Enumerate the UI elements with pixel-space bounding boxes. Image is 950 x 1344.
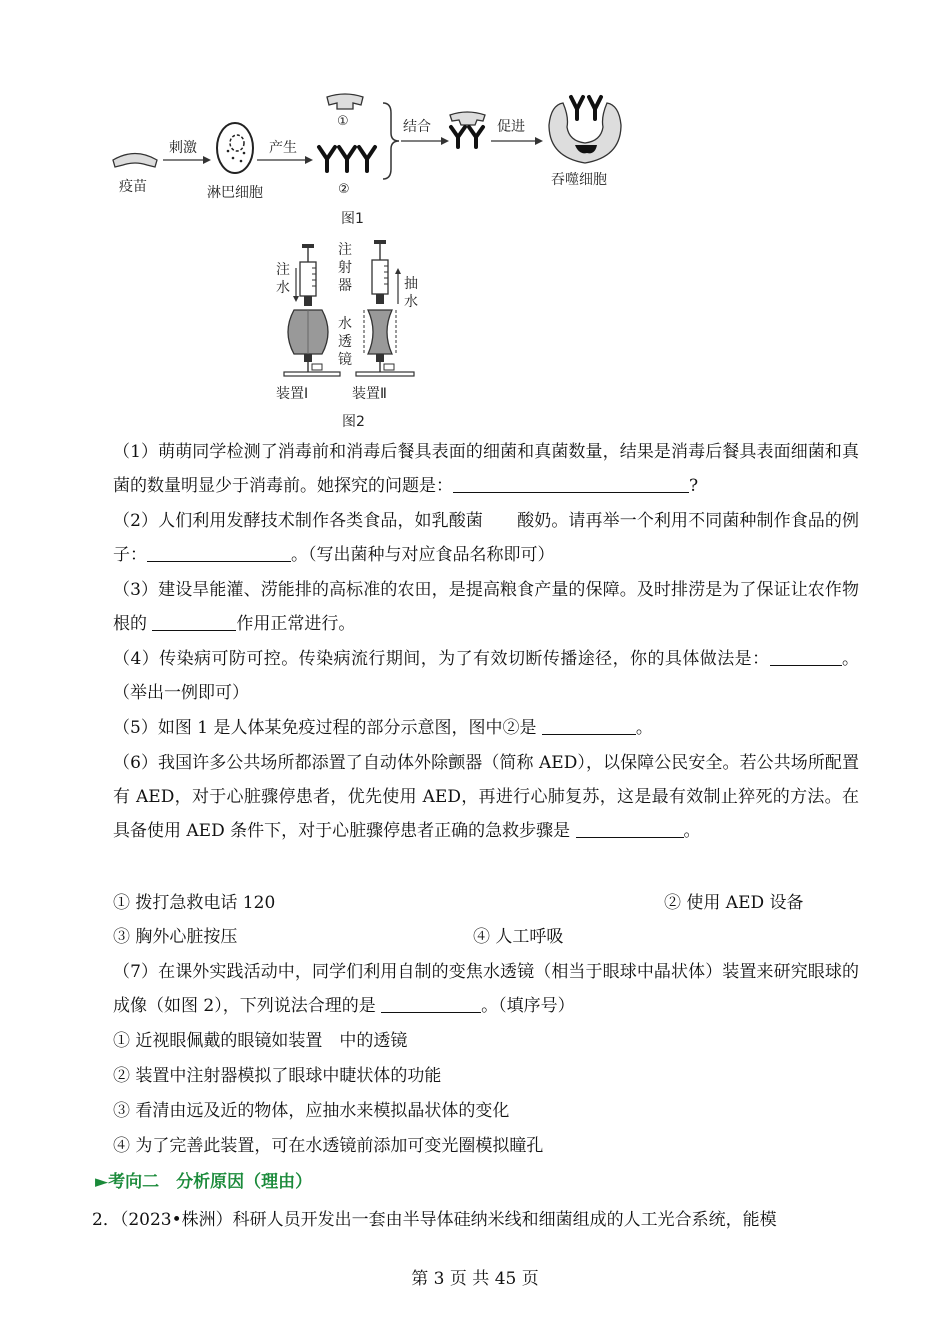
lymphocyte-label: 淋巴细胞 bbox=[207, 185, 263, 201]
question-5: （5）如图 1 是人体某免疫过程的部分示意图，图中②是 。 bbox=[113, 718, 653, 738]
device-1-lens bbox=[284, 310, 340, 376]
brace bbox=[383, 103, 399, 179]
phagocyte-label: 吞噬细胞 bbox=[551, 172, 607, 188]
device-1-label: 装置Ⅰ bbox=[276, 386, 309, 402]
section-title: 考向二 分析原因（理由） bbox=[108, 1172, 313, 1192]
answer-blank-6[interactable] bbox=[576, 819, 684, 838]
q6-option-3: ③ 胸外心脏按压 bbox=[113, 927, 238, 947]
figure-1-immune-diagram bbox=[105, 85, 655, 225]
next-question: 2．（2023•株洲）科研人员开发出一套由半导体硅纳米线和细菌组成的人工光合系统，能模 bbox=[92, 1210, 777, 1230]
antigen-antibody-complex bbox=[450, 112, 485, 147]
question-4: （4）传染病可防可控。传染病流行期间，为了有效切断传播途径，你的具体做法是： 。（举出一例即可） bbox=[113, 649, 859, 703]
water-lens-label-1: 水 bbox=[338, 316, 352, 332]
figure-2-water-lens-device bbox=[268, 238, 428, 434]
answer-blank-3[interactable] bbox=[152, 612, 236, 631]
q7-option-1: ① 近视眼佩戴的眼镜如装置 中的透镜 bbox=[113, 1031, 408, 1051]
vaccine-icon bbox=[113, 154, 157, 168]
antigen-icon bbox=[327, 94, 363, 109]
q6-option-1: ① 拨打急救电话 120 bbox=[113, 893, 276, 913]
answer-blank-2[interactable] bbox=[147, 543, 291, 562]
answer-blank-7[interactable] bbox=[381, 994, 481, 1013]
section-heading bbox=[95, 1168, 312, 1196]
answer-blank-4[interactable] bbox=[770, 647, 842, 666]
produce-label: 产生 bbox=[269, 140, 297, 156]
lymphocyte-cell bbox=[217, 123, 253, 173]
marker-2: ② bbox=[338, 182, 350, 197]
phagocyte-cell bbox=[549, 97, 621, 163]
water-lens-label-3: 镜 bbox=[338, 352, 352, 368]
answer-blank-1[interactable] bbox=[453, 474, 689, 493]
question-7: （7）在课外实践活动中，同学们利用自制的变焦水透镜（相当于眼球中晶状体）装置来研究眼球的成像（如图 2），下列说法合理的是 。（填序号） bbox=[113, 962, 859, 1016]
question-6: （6）我国许多公共场所都添置了自动体外除颤器（简称 AED），以保障公民安全。若公共场所配置有 AED，对于心脏骤停患者，优先使用 AED，再进行心肺复苏，这是最有效制止猝死的方法。在具备使用 AED 条件下，对于心脏骤停患者正确的急救步骤是 。 bbox=[113, 753, 859, 841]
water-lens-label-2: 透 bbox=[338, 334, 352, 350]
question-1: （1）萌萌同学检测了消毒前和消毒后餐具表面的细菌和真菌数量，结果是消毒后餐具表面细菌和真菌的数量明显少于消毒前。她探究的问题是： ? bbox=[113, 442, 859, 496]
inject-water-label-2: 水 bbox=[276, 280, 290, 296]
figure-2-caption: 图2 bbox=[342, 414, 365, 430]
vaccine-label: 疫苗 bbox=[119, 179, 147, 195]
draw-water-label-1: 抽 bbox=[404, 276, 418, 292]
promote-label: 促进 bbox=[497, 119, 525, 135]
section-arrow-icon: ► bbox=[95, 1172, 109, 1192]
answer-blank-5[interactable] bbox=[542, 716, 636, 735]
q6-option-4: ④ 人工呼吸 bbox=[473, 927, 564, 947]
figure-1-caption: 图1 bbox=[341, 211, 364, 225]
device-2-lens bbox=[356, 310, 414, 376]
antibody-icons bbox=[319, 147, 375, 171]
inject-water-label-1: 注 bbox=[276, 262, 290, 278]
page-footer: 第 3 页 共 45 页 bbox=[411, 1269, 539, 1289]
device-2-syringe bbox=[372, 240, 388, 304]
draw-water-label-2: 水 bbox=[404, 294, 418, 310]
device-1-syringe bbox=[300, 244, 316, 306]
combine-label: 结合 bbox=[403, 119, 431, 135]
syringe-label-2: 射 bbox=[338, 260, 352, 276]
syringe-label-3: 器 bbox=[338, 278, 352, 294]
device-2-label: 装置Ⅱ bbox=[352, 386, 387, 402]
q7-option-3: ③ 看清由远及近的物体，应抽水来模拟晶状体的变化 bbox=[113, 1101, 510, 1121]
question-2: （2）人们利用发酵技术制作各类食品，如乳酸菌 酸奶。请再举一个利用不同菌种制作食品的例子： 。（写出菌种与对应食品名称即可） bbox=[113, 511, 859, 565]
question-3: （3）建设旱能灌、涝能排的高标准的农田，是提高粮食产量的保障。及时排涝是为了保证让农作物根的 作用正常进行。 bbox=[113, 580, 859, 634]
q7-option-2: ② 装置中注射器模拟了眼球中睫状体的功能 bbox=[113, 1066, 442, 1086]
stimulate-label: 刺激 bbox=[169, 140, 197, 156]
syringe-label-1: 注 bbox=[338, 242, 352, 258]
q6-option-2: ② 使用 AED 设备 bbox=[664, 893, 804, 913]
q7-option-4: ④ 为了完善此装置，可在水透镜前添加可变光圈模拟瞳孔 bbox=[113, 1136, 544, 1156]
marker-1: ① bbox=[337, 114, 349, 129]
